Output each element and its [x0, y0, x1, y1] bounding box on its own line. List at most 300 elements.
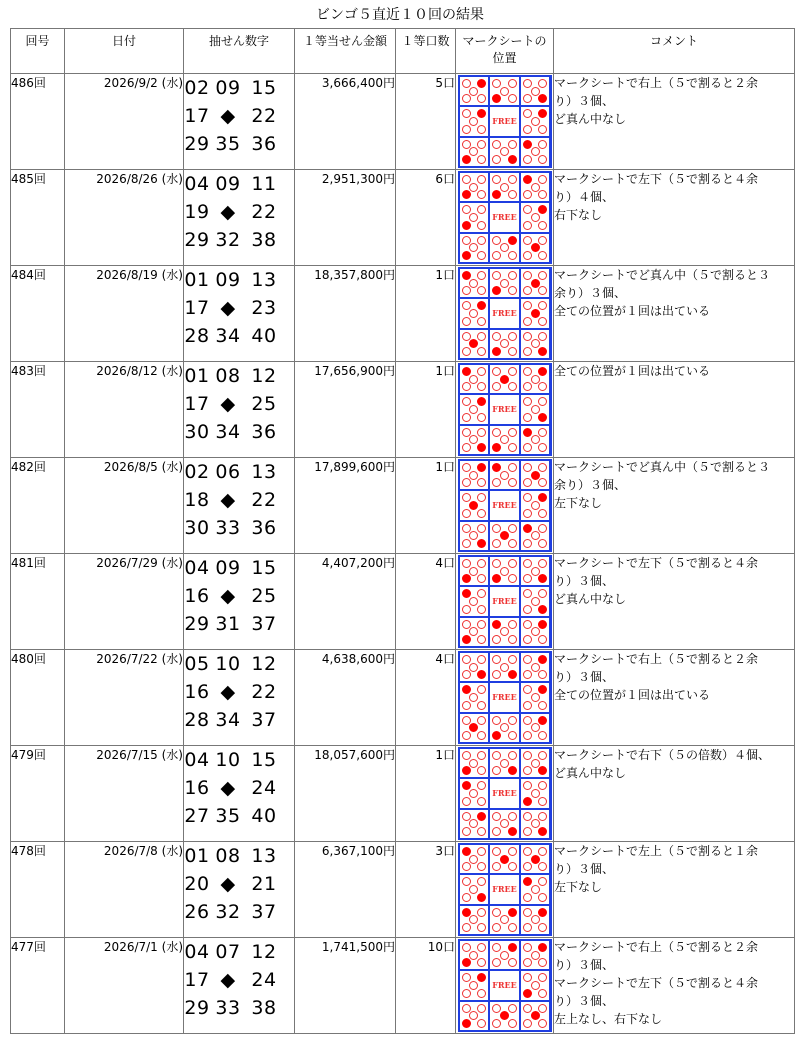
mark-circle-icon [523, 443, 532, 452]
mark-circle-icon [508, 1004, 517, 1013]
mark-circle-icon [477, 382, 486, 391]
number-line [184, 650, 294, 678]
mark-circle-icon [531, 183, 540, 192]
mark-circle-icon [469, 435, 478, 444]
mark-circle-icon [469, 693, 478, 702]
draw-number: 481回 [11, 554, 65, 650]
mark-block [460, 107, 489, 135]
header-mark-line1: マークシートの [462, 34, 547, 48]
mark-filled-icon [538, 493, 547, 502]
mark-circle-icon [492, 332, 501, 341]
mark-circle-icon [462, 655, 471, 664]
mark-circle-icon [508, 958, 517, 967]
mark-circle-icon [469, 243, 478, 252]
mark-circle-icon [538, 893, 547, 902]
mark-circle-icon [477, 155, 486, 164]
comment-line: り）３個、 [554, 862, 615, 876]
mark-block [460, 395, 489, 423]
mark-circle-icon [477, 190, 486, 199]
number-cell: 37 [251, 709, 277, 731]
mark-circle-icon [538, 781, 547, 790]
mark-circle-icon [462, 493, 471, 502]
mark-circle-icon [477, 221, 486, 230]
mark-circle-icon [531, 759, 540, 768]
mark-circle-icon [492, 79, 501, 88]
mark-filled-icon [492, 731, 501, 740]
mark-circle-icon [477, 766, 486, 775]
mark-filled-icon [531, 243, 540, 252]
number-cell: 11 [251, 173, 277, 195]
comment-line: マークシートで右下（５の倍数）４個、 [554, 748, 771, 762]
mark-block [490, 173, 519, 201]
mark-circle-icon [477, 797, 486, 806]
mark-block [521, 618, 550, 646]
mark-circle-icon [500, 147, 509, 156]
mark-circle-icon [523, 862, 532, 871]
number-cell: 36 [251, 133, 277, 155]
mark-filled-icon [469, 339, 478, 348]
mark-block [490, 845, 519, 873]
number-line [184, 266, 294, 294]
mark-block [521, 138, 550, 166]
mark-circle-icon [523, 893, 532, 902]
mark-circle-icon [492, 908, 501, 917]
mark-circle-icon [492, 155, 501, 164]
mark-circle-icon [523, 301, 532, 310]
mark-circle-icon [523, 251, 532, 260]
mark-filled-icon [538, 908, 547, 917]
comment-line: 全ての位置が１回は出ている [554, 304, 711, 318]
mark-filled-icon [492, 620, 501, 629]
mark-sheet-position [456, 650, 554, 746]
mark-circle-icon [462, 812, 471, 821]
mark-circle-icon [462, 125, 471, 134]
mark-filled-icon [531, 309, 540, 318]
mark-filled-icon [523, 140, 532, 149]
mark-filled-icon [462, 271, 471, 280]
mark-block [460, 653, 489, 681]
mark-circle-icon [469, 567, 478, 576]
mark-circle-icon [523, 190, 532, 199]
comment-line: 余り）３個、 [554, 478, 627, 492]
mark-circle-icon [523, 973, 532, 982]
mark-circle-icon [462, 397, 471, 406]
mark-circle-icon [531, 723, 540, 732]
number-cell: 32 [215, 229, 241, 251]
mark-circle-icon [538, 731, 547, 740]
mark-circle-icon [477, 125, 486, 134]
number-cell: 04 [184, 173, 210, 195]
mark-circle-icon [538, 701, 547, 710]
mark-circle-icon [462, 620, 471, 629]
mark-circle-icon [462, 973, 471, 982]
mark-filled-icon [523, 524, 532, 533]
number-cell: 16 [184, 681, 210, 703]
mark-circle-icon [477, 367, 486, 376]
mark-circle-icon [531, 405, 540, 414]
mark-circle-icon [492, 1004, 501, 1013]
mark-block [521, 683, 550, 711]
mark-filled-icon [492, 443, 501, 452]
number-line [184, 938, 294, 966]
mark-filled-icon [538, 655, 547, 664]
comment-line: マークシートで右上（５で割ると２余 [554, 652, 759, 666]
mark-circle-icon [477, 605, 486, 614]
mark-circle-icon [523, 347, 532, 356]
header-mark [456, 29, 554, 74]
free-diamond-icon: ◆ [220, 105, 236, 127]
mark-circle-icon [538, 989, 547, 998]
mark-block [521, 941, 550, 969]
mark-filled-icon [538, 94, 547, 103]
mark-circle-icon [508, 862, 517, 871]
mark-circle-icon [462, 413, 471, 422]
mark-circle-icon [477, 286, 486, 295]
mark-sheet-grid [458, 171, 552, 264]
number-cell: 34 [215, 709, 241, 731]
mark-circle-icon [538, 923, 547, 932]
free-diamond-icon: ◆ [220, 585, 236, 607]
mark-circle-icon [538, 958, 547, 967]
mark-circle-icon [538, 751, 547, 760]
draw-date: 2026/8/12 (水) [65, 362, 184, 458]
mark-circle-icon [477, 271, 486, 280]
mark-circle-icon [523, 670, 532, 679]
mark-circle-icon [477, 347, 486, 356]
mark-circle-icon [538, 1004, 547, 1013]
mark-circle-icon [523, 620, 532, 629]
mark-block [460, 234, 489, 262]
mark-filled-icon [462, 367, 471, 376]
mark-circle-icon [523, 125, 532, 134]
number-cell: 31 [215, 613, 241, 635]
mark-circle-icon [462, 236, 471, 245]
mark-circle-icon [492, 539, 501, 548]
number-cell: 13 [251, 845, 277, 867]
header-no: 回号 [11, 29, 65, 74]
mark-circle-icon [469, 183, 478, 192]
mark-circle-icon [538, 332, 547, 341]
mark-circle-icon [469, 87, 478, 96]
comment-line: ど真ん中なし [554, 592, 627, 606]
free-cell: FREE [490, 203, 519, 231]
mark-circle-icon [508, 367, 517, 376]
comment [554, 650, 795, 746]
mark-block [490, 522, 519, 550]
mark-filled-icon [538, 766, 547, 775]
mark-circle-icon [523, 766, 532, 775]
mark-circle-icon [538, 877, 547, 886]
comment-line: マークシートで左下（５で割ると４余 [554, 556, 759, 570]
mark-circle-icon [538, 140, 547, 149]
mark-block [460, 426, 489, 454]
mark-circle-icon [477, 428, 486, 437]
mark-circle-icon [538, 812, 547, 821]
mark-sheet-grid [458, 843, 552, 936]
mark-filled-icon [508, 155, 517, 164]
number-cell: 36 [251, 421, 277, 443]
number-cell: 17 [184, 393, 210, 415]
comment-line: マークシートでど真ん中（５で割ると３ [554, 268, 771, 282]
draw-number: 483回 [11, 362, 65, 458]
mark-circle-icon [508, 524, 517, 533]
comment-line: 左上なし、右下なし [554, 1012, 663, 1026]
mark-circle-icon [477, 140, 486, 149]
table-row [11, 458, 795, 554]
mark-filled-icon [492, 463, 501, 472]
header-mark-line2: 位置 [492, 51, 517, 65]
mark-filled-icon [462, 1019, 471, 1028]
mark-filled-icon [477, 539, 486, 548]
mark-circle-icon [500, 819, 509, 828]
mark-circle-icon [508, 620, 517, 629]
number-cell: 27 [184, 805, 210, 827]
number-cell: 09 [215, 77, 241, 99]
mark-filled-icon [477, 812, 486, 821]
first-prize-count: 1口 [396, 458, 456, 554]
mark-circle-icon [508, 140, 517, 149]
winning-numbers [184, 842, 295, 938]
number-line [184, 994, 294, 1022]
table-row [11, 74, 795, 170]
mark-circle-icon [477, 478, 486, 487]
mark-circle-icon [523, 847, 532, 856]
mark-filled-icon [538, 620, 547, 629]
number-cell: 26 [184, 901, 210, 923]
mark-circle-icon [462, 893, 471, 902]
mark-circle-icon [531, 213, 540, 222]
mark-circle-icon [462, 862, 471, 871]
mark-sheet-grid [458, 459, 552, 552]
number-line [184, 198, 294, 226]
mark-block [521, 845, 550, 873]
mark-sheet-position [456, 458, 554, 554]
mark-circle-icon [538, 155, 547, 164]
comment-line: 右下なし [554, 208, 603, 222]
table-row [11, 362, 795, 458]
mark-filled-icon [523, 428, 532, 437]
mark-block [490, 618, 519, 646]
mark-circle-icon [469, 855, 478, 864]
mark-block [460, 714, 489, 742]
table-row [11, 938, 795, 1034]
mark-block [521, 330, 550, 358]
comment [554, 746, 795, 842]
number-line [184, 582, 294, 610]
mark-block [460, 365, 489, 393]
mark-circle-icon [492, 524, 501, 533]
number-line [184, 418, 294, 446]
mark-circle-icon [531, 951, 540, 960]
mark-circle-icon [523, 478, 532, 487]
mark-circle-icon [462, 175, 471, 184]
mark-filled-icon [508, 236, 517, 245]
mark-circle-icon [538, 1019, 547, 1028]
number-line [184, 706, 294, 734]
mark-sheet-position [456, 842, 554, 938]
mark-circle-icon [492, 847, 501, 856]
header-row [11, 29, 795, 74]
winning-numbers [184, 74, 295, 170]
mark-block [490, 941, 519, 969]
mark-circle-icon [523, 94, 532, 103]
number-cell: 12 [251, 653, 277, 675]
number-cell: 04 [184, 749, 210, 771]
mark-circle-icon [531, 435, 540, 444]
mark-filled-icon [492, 94, 501, 103]
mark-circle-icon [523, 79, 532, 88]
mark-circle-icon [508, 635, 517, 644]
mark-sheet-position [456, 746, 554, 842]
mark-circle-icon [538, 317, 547, 326]
comment-line: マークシートで右上（５で割ると２余 [554, 76, 759, 90]
mark-circle-icon [477, 847, 486, 856]
mark-circle-icon [538, 301, 547, 310]
mark-circle-icon [523, 635, 532, 644]
mark-circle-icon [508, 286, 517, 295]
first-prize-count: 4口 [396, 554, 456, 650]
mark-filled-icon [538, 827, 547, 836]
mark-circle-icon [508, 175, 517, 184]
mark-circle-icon [538, 175, 547, 184]
mark-filled-icon [538, 574, 547, 583]
mark-circle-icon [477, 655, 486, 664]
mark-filled-icon [469, 501, 478, 510]
mark-circle-icon [523, 655, 532, 664]
number-cell: 40 [251, 325, 277, 347]
mark-sheet-grid [458, 363, 552, 456]
mark-circle-icon [462, 731, 471, 740]
mark-circle-icon [477, 205, 486, 214]
mark-circle-icon [531, 627, 540, 636]
mark-circle-icon [523, 205, 532, 214]
number-cell: 20 [184, 873, 210, 895]
mark-circle-icon [508, 94, 517, 103]
mark-circle-icon [477, 574, 486, 583]
first-prize-amount: 4,638,600円 [295, 650, 396, 746]
number-cell: 29 [184, 997, 210, 1019]
mark-circle-icon [477, 1019, 486, 1028]
mark-circle-icon [477, 958, 486, 967]
mark-circle-icon [523, 781, 532, 790]
first-prize-amount: 17,899,600円 [295, 458, 396, 554]
free-cell: FREE [490, 491, 519, 519]
draw-date: 2026/8/26 (水) [65, 170, 184, 266]
mark-filled-icon [469, 723, 478, 732]
mark-circle-icon [508, 347, 517, 356]
number-cell: 08 [215, 845, 241, 867]
mark-block [521, 461, 550, 489]
mark-circle-icon [469, 915, 478, 924]
mark-circle-icon [531, 981, 540, 990]
mark-circle-icon [523, 317, 532, 326]
number-cell: 35 [215, 133, 241, 155]
draw-date: 2026/8/19 (水) [65, 266, 184, 362]
comment-line: り）３個、 [554, 994, 615, 1008]
number-line [184, 102, 294, 130]
mark-circle-icon [500, 183, 509, 192]
mark-circle-icon [477, 923, 486, 932]
comment [554, 74, 795, 170]
number-cell: 35 [215, 805, 241, 827]
number-cell: 37 [251, 613, 277, 635]
mark-circle-icon [492, 812, 501, 821]
mark-circle-icon [523, 574, 532, 583]
mark-circle-icon [469, 1011, 478, 1020]
number-cell: 25 [251, 393, 277, 415]
mark-circle-icon [523, 109, 532, 118]
free-diamond-icon: ◆ [220, 489, 236, 511]
table-row [11, 554, 795, 650]
first-prize-amount: 1,741,500円 [295, 938, 396, 1034]
mark-circle-icon [523, 509, 532, 518]
mark-circle-icon [508, 847, 517, 856]
mark-circle-icon [531, 693, 540, 702]
mark-block [490, 330, 519, 358]
mark-circle-icon [462, 478, 471, 487]
mark-circle-icon [477, 524, 486, 533]
mark-circle-icon [500, 759, 509, 768]
draw-number: 486回 [11, 74, 65, 170]
mark-circle-icon [538, 509, 547, 518]
mark-filled-icon [508, 908, 517, 917]
mark-filled-icon [477, 301, 486, 310]
mark-circle-icon [477, 716, 486, 725]
mark-circle-icon [462, 79, 471, 88]
mark-circle-icon [462, 140, 471, 149]
mark-block [460, 779, 489, 807]
mark-block [490, 1002, 519, 1030]
number-cell: 36 [251, 517, 277, 539]
mark-block [521, 365, 550, 393]
mark-block [521, 875, 550, 903]
mark-filled-icon [538, 685, 547, 694]
mark-circle-icon [469, 531, 478, 540]
mark-circle-icon [508, 574, 517, 583]
mark-filled-icon [462, 908, 471, 917]
mark-circle-icon [477, 635, 486, 644]
mark-block [521, 426, 550, 454]
mark-circle-icon [523, 236, 532, 245]
mark-block [460, 330, 489, 358]
mark-circle-icon [523, 731, 532, 740]
free-cell: FREE [490, 299, 519, 327]
header-prize: １等当せん金額 [295, 29, 396, 74]
mark-block [460, 203, 489, 231]
mark-block [460, 749, 489, 777]
mark-circle-icon [538, 79, 547, 88]
mark-circle-icon [469, 117, 478, 126]
number-line [184, 226, 294, 254]
mark-circle-icon [462, 382, 471, 391]
number-cell: 25 [251, 585, 277, 607]
free-cell: FREE [490, 587, 519, 615]
mark-circle-icon [523, 958, 532, 967]
mark-filled-icon [500, 375, 509, 384]
mark-circle-icon [462, 670, 471, 679]
mark-block [521, 714, 550, 742]
mark-circle-icon [462, 923, 471, 932]
mark-circle-icon [477, 989, 486, 998]
mark-filled-icon [462, 251, 471, 260]
mark-circle-icon [469, 981, 478, 990]
mark-circle-icon [523, 367, 532, 376]
header-count: １等口数 [396, 29, 456, 74]
mark-circle-icon [462, 109, 471, 118]
number-cell: 17 [184, 297, 210, 319]
number-cell: 15 [251, 77, 277, 99]
number-cell: 21 [251, 873, 277, 895]
